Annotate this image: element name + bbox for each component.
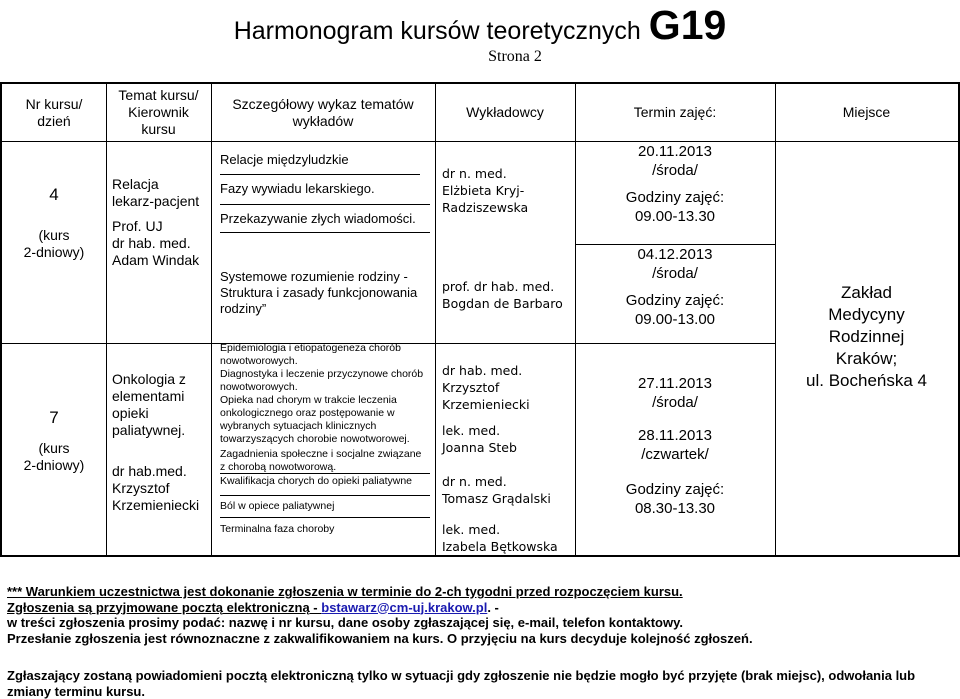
- topic-zagadnienia: Zagadnienia społeczne i socjalne związane z chorobą nowotworową.: [220, 448, 422, 473]
- header-wykaz: Szczegółowy wykaz tematów wykładów: [232, 95, 414, 129]
- lecturer-gradalski: dr n. med. Tomasz Grądalski: [442, 474, 551, 506]
- course-7-number: 7 (kurs 2-dniowy): [23, 408, 85, 473]
- lecturer-kryj: dr n. med. Elżbieta Kryj- Radziszewska: [442, 166, 529, 215]
- header-termin: Termin zajęć:: [633, 104, 717, 120]
- document-title: [0, 2, 960, 49]
- date-04-12: 04.12.2013 /środa/ Godziny zajęć: 09.00-13.00: [625, 246, 725, 328]
- registration-notes: [7, 584, 957, 699]
- lecturer-barbaro: prof. dr hab. med. Bogdan de Barbaro: [442, 279, 563, 311]
- topic-rodzina: Systemowe rozumienie rodziny - Struktura i zasady funkcjonowania rodziny”: [220, 232, 430, 317]
- date-20-11: 20.11.2013 /środa/ Godziny zajęć: 09.00-13.30: [625, 143, 725, 225]
- note-content: w treści zgłoszenia prosimy podać: nazwę i nr kursu, dane osoby zgłaszającej się, e-mail, telefon kontaktowy.: [7, 615, 683, 630]
- schedule-table: [0, 82, 960, 557]
- lecturer-krzemieniecki: dr hab. med. Krzysztof Krzemieniecki: [442, 363, 530, 412]
- topic-zle-wiadomosci: Przekazywanie złych wiadomości.: [220, 204, 430, 227]
- page-number: Strona 2: [488, 48, 542, 65]
- topic-opieka: Opieka nad chorym w trakcie leczenia onkologicznego oraz postępowanie w wybranych sytuacjach klinicznych towarzyszących chorobie nowotworowej.: [220, 394, 410, 445]
- topic-terminalna: Terminalna faza choroby: [220, 517, 430, 536]
- header-miejsce: Miejsce: [842, 104, 891, 120]
- title-main: Harmonogram kursów teoretycznych: [233, 17, 641, 45]
- topic-bol: Ból w opiece paliatywnej: [220, 495, 430, 513]
- course-7-topic: Onkologia z elementami opieki paliatywnej. dr hab.med. Krzysztof Krzemieniecki: [112, 371, 200, 513]
- note-email-line: Zgłoszenia są przyjmowane pocztą elektroniczną - bstawarz@cm-uj.krakow.pl. -: [7, 599, 499, 615]
- header-nr: Nr kursu/ dzień: [25, 95, 83, 129]
- title-code: G19: [648, 2, 727, 48]
- header-wykladowcy: Wykładowcy: [466, 104, 544, 120]
- contact-email-link[interactable]: bstawarz@cm-uj.krakow.pl: [321, 599, 488, 615]
- lecturer-steb: lek. med. Joanna Steb: [442, 423, 517, 455]
- date-27-28-11: 27.11.2013 /środa/ 28.11.2013 /czwartek/ Godziny zajęć: 08.30-13.30: [625, 375, 725, 517]
- topic-relacje: Relacje międzyludzkie: [220, 152, 349, 167]
- topic-fazy-wywiadu: Fazy wywiadu lekarskiego.: [220, 174, 420, 197]
- course-4-number: 4 (kurs 2-dniowy): [23, 185, 85, 260]
- note-condition: *** Warunkiem uczestnictwa jest dokonanie zgłoszenia w terminie do 2-ch tygodni przed rozpoczęciem kursu.: [7, 584, 683, 599]
- header-temat: Temat kursu/ Kierownik kursu: [118, 87, 199, 137]
- topic-epidemiologia: Epidemiologia i etiopatogeneza chorób nowotworowych.: [220, 342, 401, 367]
- note-qualification: Przesłanie zgłoszenia jest równoznaczne z zakwalifikowaniem na kurs. O przyjęciu na kurs decyduje kolejność zgłoszeń.: [7, 630, 753, 646]
- course-location: Zakład Medycyny Rodzinnej Kraków; ul. Bocheńska 4: [806, 283, 927, 390]
- topic-diagnostyka: Diagnostyka i leczenie przyczynowe chorób nowotworowych.: [220, 368, 424, 393]
- topic-kwalifikacja: Kwalifikacja chorych do opieki paliatywne: [220, 473, 430, 488]
- lecturer-betkowska: lek. med. Izabela Bętkowska: [442, 522, 558, 554]
- course-4-topic: Relacja lekarz-pacjent Prof. UJ dr hab. med. Adam Windak: [112, 176, 200, 268]
- note-notification: Zgłaszający zostaną powiadomieni pocztą elektroniczną tylko w sytuacji gdy zgłoszenie nie będzie mogło być przyjęte (brak miejsc), odwołania lub zmiany terminu kursu.: [7, 668, 916, 699]
